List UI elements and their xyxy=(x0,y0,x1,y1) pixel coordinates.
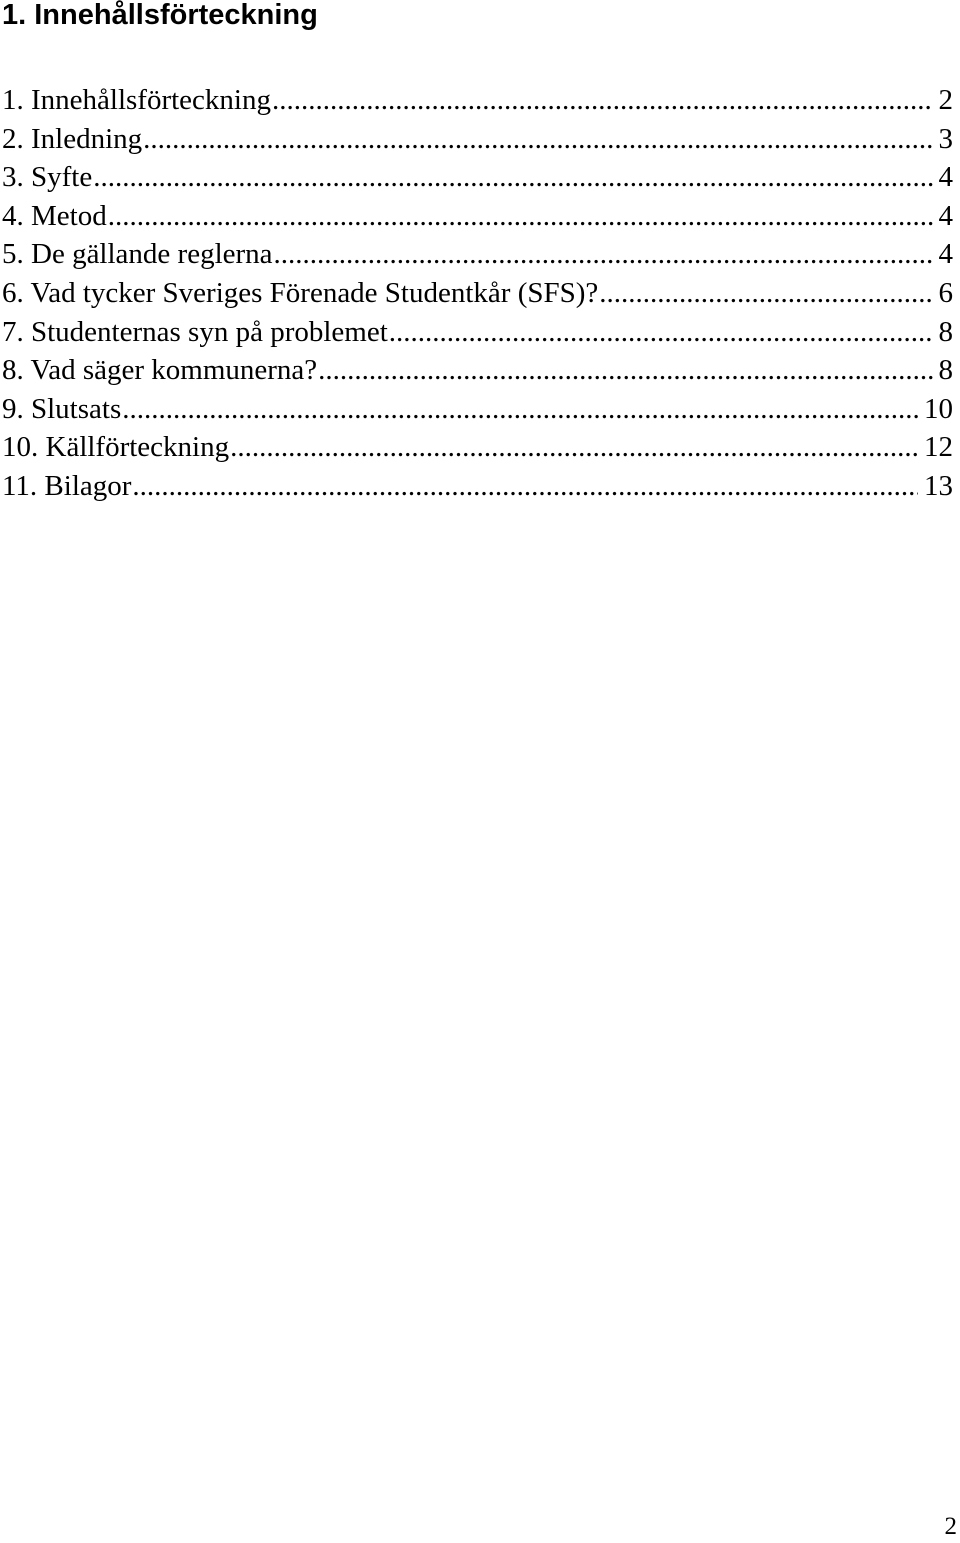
table-of-contents xyxy=(2,81,953,506)
toc-entry-page: 10 xyxy=(924,392,953,425)
toc-entry-page: 4 xyxy=(938,199,953,232)
toc-entry-title: 11. Bilagor xyxy=(2,469,132,502)
document-heading: 1. Innehållsförteckning xyxy=(2,0,318,31)
toc-entry-page: 8 xyxy=(938,354,953,387)
dot-leader xyxy=(389,313,933,352)
toc-entry[interactable] xyxy=(2,390,953,429)
dot-leader xyxy=(108,197,933,236)
toc-entry[interactable] xyxy=(2,197,953,236)
toc-entry-title: 6. Vad tycker Sveriges Förenade Studentkår (SFS)? xyxy=(2,276,599,309)
toc-entry[interactable] xyxy=(2,158,953,197)
toc-entry-page: 8 xyxy=(938,315,953,348)
toc-entry-title: 8. Vad säger kommunerna? xyxy=(2,354,318,387)
toc-entry-title: 5. De gällande reglerna xyxy=(2,238,273,271)
toc-entry-page: 4 xyxy=(938,161,953,194)
toc-entry[interactable] xyxy=(2,120,953,159)
toc-entry-title: 1. Innehållsförteckning xyxy=(2,84,271,116)
toc-entry[interactable] xyxy=(2,313,953,352)
toc-entry[interactable] xyxy=(2,467,953,506)
toc-entry[interactable] xyxy=(2,81,953,120)
toc-entry-page: 2 xyxy=(938,84,953,116)
dot-leader xyxy=(132,467,918,506)
toc-entry-page: 12 xyxy=(924,431,953,464)
toc-entry[interactable] xyxy=(2,235,953,274)
dot-leader xyxy=(122,390,918,429)
dot-leader xyxy=(318,351,932,390)
dot-leader xyxy=(230,428,918,467)
toc-entry-title: 10. Källförteckning xyxy=(2,431,230,464)
toc-entry[interactable] xyxy=(2,428,953,467)
dot-leader xyxy=(599,274,932,313)
toc-entry-title: 7. Studenternas syn på problemet xyxy=(2,315,388,348)
dot-leader xyxy=(93,158,932,197)
page-number: 2 xyxy=(944,1513,957,1540)
toc-entry-title: 4. Metod xyxy=(2,199,107,232)
toc-entry-title: 2. Inledning xyxy=(2,122,143,155)
toc-entry[interactable] xyxy=(2,274,953,313)
toc-entry-page: 4 xyxy=(938,238,953,271)
toc-entry-title: 3. Syfte xyxy=(2,161,93,194)
dot-leader xyxy=(274,235,933,274)
toc-entry[interactable] xyxy=(2,351,953,390)
toc-entry-page: 3 xyxy=(938,122,953,155)
dot-leader xyxy=(143,120,932,159)
dot-leader xyxy=(272,81,933,120)
toc-entry-page: 13 xyxy=(924,469,953,502)
toc-entry-title: 9. Slutsats xyxy=(2,392,122,425)
toc-entry-page: 6 xyxy=(938,276,953,309)
